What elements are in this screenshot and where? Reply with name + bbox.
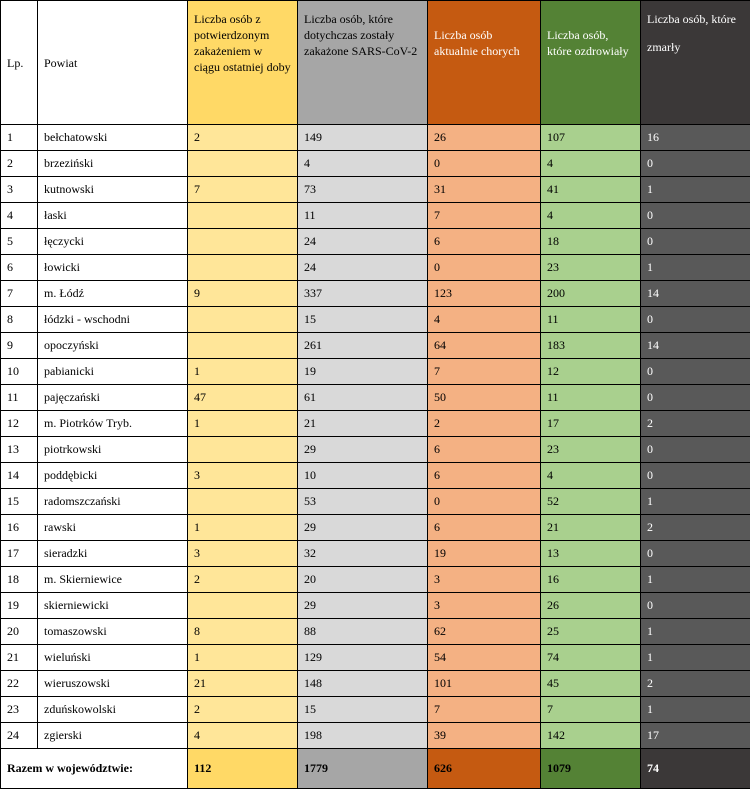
cell-recovered: 25 bbox=[541, 619, 641, 645]
cell-total-cases: 29 bbox=[298, 515, 428, 541]
table-row bbox=[1, 645, 750, 671]
cell-active: 39 bbox=[428, 723, 541, 749]
header-deaths-line1: Liczba osób, które bbox=[647, 12, 736, 26]
cell-new-cases: 1 bbox=[188, 359, 298, 385]
cell-active: 7 bbox=[428, 359, 541, 385]
cell-powiat: bełchatowski bbox=[38, 125, 188, 151]
cell-recovered: 4 bbox=[541, 151, 641, 177]
cell-active: 6 bbox=[428, 515, 541, 541]
cell-new-cases: 1 bbox=[188, 411, 298, 437]
cell-deaths: 16 bbox=[641, 125, 750, 151]
cell-active: 0 bbox=[428, 255, 541, 281]
header-total-cases: Liczba osób, które dotychczas zostały zakażone SARS-CoV-2 bbox=[298, 1, 428, 125]
cell-active: 7 bbox=[428, 203, 541, 229]
cell-total-cases: 129 bbox=[298, 645, 428, 671]
cell-total-cases: 32 bbox=[298, 541, 428, 567]
cell-new-cases: 3 bbox=[188, 463, 298, 489]
cell-new-cases: 1 bbox=[188, 645, 298, 671]
cell-recovered: 107 bbox=[541, 125, 641, 151]
cell-deaths: 2 bbox=[641, 671, 750, 697]
cell-deaths: 1 bbox=[641, 645, 750, 671]
table-row bbox=[1, 255, 750, 281]
cell-total-cases: 148 bbox=[298, 671, 428, 697]
cell-powiat: wieluński bbox=[38, 645, 188, 671]
cell-powiat: pajęczański bbox=[38, 385, 188, 411]
cell-new-cases bbox=[188, 203, 298, 229]
cell-active: 62 bbox=[428, 619, 541, 645]
cell-lp: 4 bbox=[1, 203, 38, 229]
cell-powiat: łódzki - wschodni bbox=[38, 307, 188, 333]
cell-recovered: 21 bbox=[541, 515, 641, 541]
cell-lp: 14 bbox=[1, 463, 38, 489]
cell-new-cases: 7 bbox=[188, 177, 298, 203]
cell-powiat: radomszczański bbox=[38, 489, 188, 515]
cell-deaths: 0 bbox=[641, 541, 750, 567]
table-row bbox=[1, 489, 750, 515]
cell-deaths: 0 bbox=[641, 151, 750, 177]
header-recovered: Liczba osób, które ozdrowiały bbox=[541, 1, 641, 125]
cell-recovered: 12 bbox=[541, 359, 641, 385]
cell-new-cases bbox=[188, 255, 298, 281]
cell-active: 19 bbox=[428, 541, 541, 567]
cell-new-cases bbox=[188, 333, 298, 359]
cell-active: 6 bbox=[428, 229, 541, 255]
cell-deaths: 14 bbox=[641, 281, 750, 307]
cell-powiat: kutnowski bbox=[38, 177, 188, 203]
cell-recovered: 26 bbox=[541, 593, 641, 619]
cell-recovered: 16 bbox=[541, 567, 641, 593]
cell-lp: 8 bbox=[1, 307, 38, 333]
header-new-cases: Liczba osób z potwierdzonym zakażeniem w ciągu ostatniej doby bbox=[188, 1, 298, 125]
cell-active: 6 bbox=[428, 463, 541, 489]
table-row bbox=[1, 541, 750, 567]
cell-active: 64 bbox=[428, 333, 541, 359]
cell-recovered: 13 bbox=[541, 541, 641, 567]
cell-lp: 18 bbox=[1, 567, 38, 593]
cell-new-cases bbox=[188, 593, 298, 619]
cell-deaths: 1 bbox=[641, 489, 750, 515]
total-label: Razem w województwie: bbox=[1, 749, 188, 789]
cell-total-cases: 29 bbox=[298, 437, 428, 463]
cell-new-cases: 1 bbox=[188, 515, 298, 541]
cell-active: 101 bbox=[428, 671, 541, 697]
cell-deaths: 14 bbox=[641, 333, 750, 359]
cell-recovered: 18 bbox=[541, 229, 641, 255]
cell-total-cases: 20 bbox=[298, 567, 428, 593]
cell-active: 50 bbox=[428, 385, 541, 411]
cell-powiat: m. Piotrków Tryb. bbox=[38, 411, 188, 437]
cell-powiat: poddębicki bbox=[38, 463, 188, 489]
cell-lp: 23 bbox=[1, 697, 38, 723]
cell-active: 54 bbox=[428, 645, 541, 671]
table-row bbox=[1, 151, 750, 177]
cell-new-cases: 4 bbox=[188, 723, 298, 749]
cell-active: 123 bbox=[428, 281, 541, 307]
cell-recovered: 74 bbox=[541, 645, 641, 671]
cell-powiat: wieruszowski bbox=[38, 671, 188, 697]
cell-lp: 1 bbox=[1, 125, 38, 151]
cell-total-cases: 10 bbox=[298, 463, 428, 489]
cell-new-cases: 2 bbox=[188, 125, 298, 151]
cell-new-cases bbox=[188, 489, 298, 515]
cell-total-cases: 53 bbox=[298, 489, 428, 515]
cell-total-cases: 88 bbox=[298, 619, 428, 645]
header-deaths bbox=[641, 1, 750, 125]
cell-powiat: sieradzki bbox=[38, 541, 188, 567]
cell-lp: 17 bbox=[1, 541, 38, 567]
cell-recovered: 4 bbox=[541, 203, 641, 229]
cell-total-cases: 61 bbox=[298, 385, 428, 411]
cell-total-cases: 24 bbox=[298, 229, 428, 255]
cell-recovered: 200 bbox=[541, 281, 641, 307]
cell-powiat: m. Skierniewice bbox=[38, 567, 188, 593]
cell-recovered: 142 bbox=[541, 723, 641, 749]
cell-powiat: zgierski bbox=[38, 723, 188, 749]
cell-active: 0 bbox=[428, 489, 541, 515]
table-row bbox=[1, 463, 750, 489]
cell-total-cases: 11 bbox=[298, 203, 428, 229]
cell-total-cases: 149 bbox=[298, 125, 428, 151]
cell-powiat: piotrkowski bbox=[38, 437, 188, 463]
table-row bbox=[1, 697, 750, 723]
cell-new-cases: 2 bbox=[188, 567, 298, 593]
cell-deaths: 2 bbox=[641, 515, 750, 541]
table-row bbox=[1, 385, 750, 411]
cell-deaths: 17 bbox=[641, 723, 750, 749]
cell-powiat: łaski bbox=[38, 203, 188, 229]
cell-new-cases: 9 bbox=[188, 281, 298, 307]
cell-new-cases: 3 bbox=[188, 541, 298, 567]
cell-lp: 20 bbox=[1, 619, 38, 645]
cell-lp: 3 bbox=[1, 177, 38, 203]
cell-lp: 22 bbox=[1, 671, 38, 697]
cell-lp: 10 bbox=[1, 359, 38, 385]
cell-total-cases: 15 bbox=[298, 697, 428, 723]
header-lp: Lp. bbox=[1, 1, 38, 125]
cell-recovered: 11 bbox=[541, 307, 641, 333]
cell-total-cases: 198 bbox=[298, 723, 428, 749]
table-row bbox=[1, 359, 750, 385]
cell-new-cases: 8 bbox=[188, 619, 298, 645]
cell-new-cases bbox=[188, 437, 298, 463]
cell-powiat: skierniewicki bbox=[38, 593, 188, 619]
cell-deaths: 1 bbox=[641, 619, 750, 645]
cell-new-cases bbox=[188, 307, 298, 333]
cell-new-cases bbox=[188, 151, 298, 177]
cell-lp: 15 bbox=[1, 489, 38, 515]
table-row bbox=[1, 437, 750, 463]
cell-powiat: łowicki bbox=[38, 255, 188, 281]
cell-total-cases: 4 bbox=[298, 151, 428, 177]
cell-lp: 7 bbox=[1, 281, 38, 307]
cell-lp: 12 bbox=[1, 411, 38, 437]
cell-recovered: 41 bbox=[541, 177, 641, 203]
table-row bbox=[1, 307, 750, 333]
cell-deaths: 0 bbox=[641, 359, 750, 385]
cell-deaths: 1 bbox=[641, 177, 750, 203]
cell-total-cases: 337 bbox=[298, 281, 428, 307]
cell-deaths: 2 bbox=[641, 411, 750, 437]
total-active: 626 bbox=[428, 749, 541, 789]
cell-powiat: pabianicki bbox=[38, 359, 188, 385]
cell-deaths: 1 bbox=[641, 567, 750, 593]
total-total-cases: 1779 bbox=[298, 749, 428, 789]
cell-active: 26 bbox=[428, 125, 541, 151]
cell-recovered: 4 bbox=[541, 463, 641, 489]
header-active: Liczba osób aktualnie chorych bbox=[428, 1, 541, 125]
cell-deaths: 0 bbox=[641, 385, 750, 411]
table-row bbox=[1, 229, 750, 255]
table-row bbox=[1, 593, 750, 619]
cell-lp: 11 bbox=[1, 385, 38, 411]
total-deaths: 74 bbox=[641, 749, 750, 789]
cell-powiat: rawski bbox=[38, 515, 188, 541]
cell-lp: 16 bbox=[1, 515, 38, 541]
cell-active: 3 bbox=[428, 593, 541, 619]
cell-deaths: 1 bbox=[641, 255, 750, 281]
cell-powiat: brzeziński bbox=[38, 151, 188, 177]
cell-lp: 19 bbox=[1, 593, 38, 619]
cell-powiat: m. Łódź bbox=[38, 281, 188, 307]
cell-recovered: 45 bbox=[541, 671, 641, 697]
header-powiat: Powiat bbox=[38, 1, 188, 125]
cell-lp: 9 bbox=[1, 333, 38, 359]
header-row bbox=[1, 1, 750, 125]
cell-active: 3 bbox=[428, 567, 541, 593]
cell-powiat: łęczycki bbox=[38, 229, 188, 255]
cell-recovered: 11 bbox=[541, 385, 641, 411]
cell-new-cases: 47 bbox=[188, 385, 298, 411]
cell-recovered: 7 bbox=[541, 697, 641, 723]
cell-lp: 5 bbox=[1, 229, 38, 255]
header-deaths-line2: zmarły bbox=[647, 39, 744, 55]
cell-active: 6 bbox=[428, 437, 541, 463]
cell-active: 7 bbox=[428, 697, 541, 723]
cell-total-cases: 29 bbox=[298, 593, 428, 619]
cell-lp: 21 bbox=[1, 645, 38, 671]
cell-deaths: 0 bbox=[641, 437, 750, 463]
table-row bbox=[1, 411, 750, 437]
cell-powiat: tomaszowski bbox=[38, 619, 188, 645]
cell-lp: 24 bbox=[1, 723, 38, 749]
cell-deaths: 0 bbox=[641, 463, 750, 489]
cell-deaths: 1 bbox=[641, 697, 750, 723]
cell-active: 31 bbox=[428, 177, 541, 203]
total-new-cases: 112 bbox=[188, 749, 298, 789]
cell-active: 2 bbox=[428, 411, 541, 437]
table-row bbox=[1, 177, 750, 203]
cell-deaths: 0 bbox=[641, 229, 750, 255]
cell-active: 0 bbox=[428, 151, 541, 177]
cell-recovered: 23 bbox=[541, 255, 641, 281]
table-row bbox=[1, 333, 750, 359]
table-row bbox=[1, 125, 750, 151]
table-row bbox=[1, 203, 750, 229]
cell-recovered: 183 bbox=[541, 333, 641, 359]
cell-powiat: zduńskowolski bbox=[38, 697, 188, 723]
cell-total-cases: 19 bbox=[298, 359, 428, 385]
cell-lp: 13 bbox=[1, 437, 38, 463]
cell-total-cases: 73 bbox=[298, 177, 428, 203]
cell-deaths: 0 bbox=[641, 203, 750, 229]
cell-lp: 6 bbox=[1, 255, 38, 281]
cell-active: 4 bbox=[428, 307, 541, 333]
total-row bbox=[1, 749, 750, 789]
table-row bbox=[1, 515, 750, 541]
cell-recovered: 17 bbox=[541, 411, 641, 437]
cell-total-cases: 261 bbox=[298, 333, 428, 359]
total-recovered: 1079 bbox=[541, 749, 641, 789]
cell-new-cases bbox=[188, 229, 298, 255]
cell-deaths: 0 bbox=[641, 593, 750, 619]
table-row bbox=[1, 619, 750, 645]
table-row bbox=[1, 671, 750, 697]
cell-powiat: opoczyński bbox=[38, 333, 188, 359]
cell-new-cases: 21 bbox=[188, 671, 298, 697]
cell-deaths: 0 bbox=[641, 307, 750, 333]
cell-total-cases: 21 bbox=[298, 411, 428, 437]
cell-total-cases: 15 bbox=[298, 307, 428, 333]
cell-recovered: 52 bbox=[541, 489, 641, 515]
table-row bbox=[1, 723, 750, 749]
cell-recovered: 23 bbox=[541, 437, 641, 463]
table-row bbox=[1, 281, 750, 307]
table-row bbox=[1, 567, 750, 593]
cell-total-cases: 24 bbox=[298, 255, 428, 281]
cell-new-cases: 2 bbox=[188, 697, 298, 723]
cell-lp: 2 bbox=[1, 151, 38, 177]
